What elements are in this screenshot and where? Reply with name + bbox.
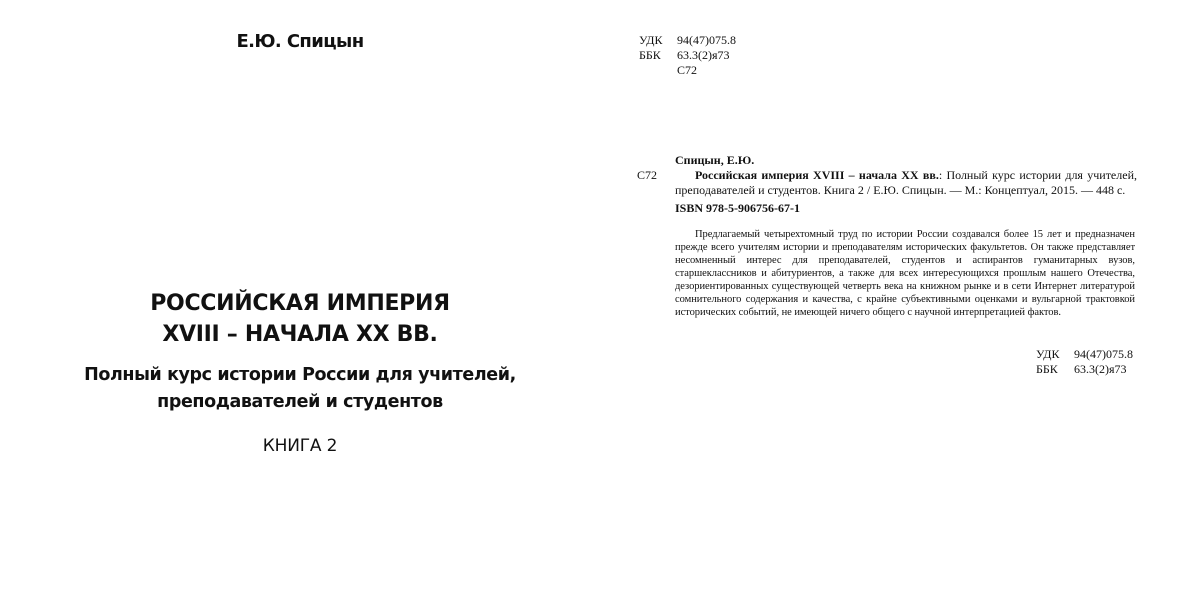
bib-description — [675, 168, 1137, 198]
bib-title: Российская империя XVIII – начала XX вв. — [695, 168, 939, 182]
abstract-paragraph: Предлагаемый четырехтомный труд по истории России создавался более 15 лет и предназначен прежде всего учителям истории и преподавателям исторических факультетов. Он также представляет несомненный интерес для преподавателей, студентов и аспирантов гуманитарных вузов, старшеклассников и абитуриентов, а также для всех интересующихся прошлым нашего Отечества, дезориентированных существующей четверть века на книжном рынке и в сети Интернет литературой сомнительного содержания и качества, с крайне субъективными оценками и вульгарной трактовкой исторических событий, не имеющей ничего общего с научной интерпретацией фактов. — [675, 229, 1135, 318]
isbn: ISBN 978-5-906756-67-1 — [675, 201, 800, 215]
classification-row — [639, 33, 736, 48]
subtitle-line-2: преподавателей и студентов — [157, 392, 443, 412]
author-name: Е.Ю. Спицын — [236, 31, 364, 52]
classification-value: 94(47)075.8 — [677, 33, 736, 47]
subtitle-block — [0, 362, 600, 416]
top-classification — [639, 33, 736, 78]
subtitle-line-1: Полный курс истории России для учителей, — [84, 365, 516, 385]
author-sign-code: С72 — [637, 168, 658, 182]
classification-key: УДК — [639, 33, 663, 47]
bib-details: : Полный курс истории для учителей, преподавателей и студентов. Книга 2 / Е.Ю. Спицын. — М.: Концептуал, 2015. — 448 с. — [675, 168, 1137, 197]
classification-key: ББК — [1036, 362, 1058, 376]
imprint-page — [600, 0, 1200, 600]
classification-value: 94(47)075.8 — [1074, 347, 1133, 361]
title-block — [0, 288, 600, 456]
classification-row — [639, 63, 736, 78]
bottom-classification — [1036, 347, 1133, 377]
classification-row — [1036, 347, 1133, 362]
classification-value: 63.3(2)я73 — [677, 48, 730, 62]
bibliographic-entry — [637, 153, 1137, 216]
book-number: КНИГА 2 — [262, 436, 338, 456]
book-title-line-1: РОССИЙСКАЯ ИМПЕРИЯ — [150, 291, 450, 316]
book-title-line-2: XVIII – НАЧАЛА XX ВВ. — [162, 322, 438, 347]
classification-row — [639, 48, 736, 63]
bibliographic-body — [675, 153, 1137, 216]
classification-value: С72 — [677, 63, 698, 77]
classification-row — [1036, 362, 1133, 377]
classification-key: УДК — [1036, 347, 1060, 361]
classification-key: ББК — [639, 48, 661, 62]
bib-author: Спицын, Е.Ю. — [675, 153, 755, 167]
classification-key — [639, 63, 677, 78]
classification-value: 63.3(2)я73 — [1074, 362, 1127, 376]
